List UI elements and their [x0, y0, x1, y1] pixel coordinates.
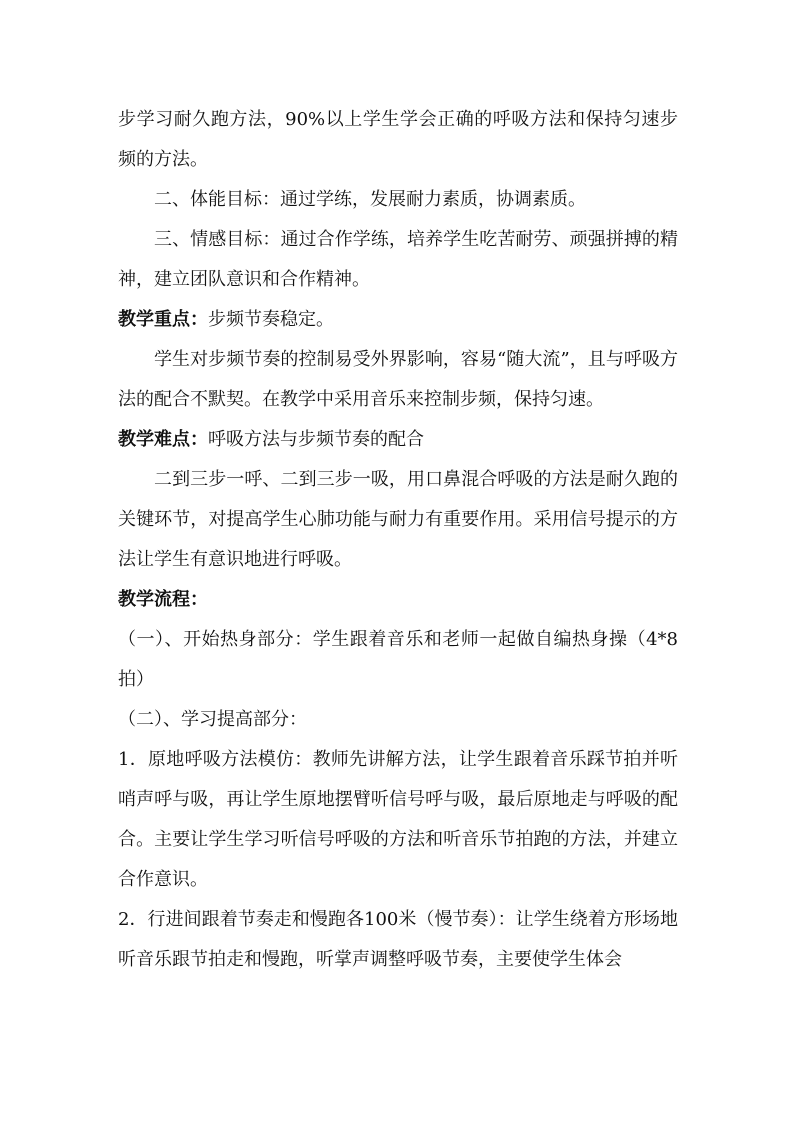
paragraph-emotional-goal: 三、情感目标：通过合作学练，培养学生吃苦耐劳、顽强拼搏的精神，建立团队意识和合作精神。 — [118, 229, 678, 290]
paragraph-warmup: （一）、开始热身部分：学生跟着音乐和老师一起做自编热身操（4*8拍） — [118, 629, 678, 690]
paragraph-fitness-goal: 二、体能目标：通过学练，发展耐力素质，协调素质。 — [154, 189, 586, 210]
paragraph-key-point-detail: 学生对步频节奏的控制易受外界影响，容易“随大流”，且与呼吸方法的配合不默契。在教学中采用音乐来控制步频，保持匀速。 — [118, 349, 678, 410]
key-point-label: 教学重点： — [118, 309, 208, 330]
paragraph-step-1: 1．原地呼吸方法模仿：教师先讲解方法，让学生跟着音乐踩节拍并听哨声呼与吸，再让学生原地摆臂听信号呼与吸，最后原地走与呼吸的配合。主要让学生学习听信号呼吸的方法和听音乐节拍跑的方法，并建立合作意识。 — [118, 749, 678, 890]
paragraph-step-2: 2．行进间跟着节奏走和慢跑各100米（慢节奏）：让学生绕着方形场地听音乐跟节拍走和慢跑，听掌声调整呼吸节奏，主要使学生体会 — [118, 909, 678, 970]
key-point-text: 步频节奏稳定。 — [208, 309, 334, 330]
difficulty-text: 呼吸方法与步频节奏的配合 — [208, 429, 424, 450]
paragraph-difficulty-detail: 二到三步一呼、二到三步一吸，用口鼻混合呼吸的方法是耐久跑的关键环节，对提高学生心肺功能与耐力有重要作用。采用信号提示的方法让学生有意识地进行呼吸。 — [118, 469, 678, 570]
paragraph-key-point — [118, 300, 678, 340]
section-heading-teaching-flow: 教学流程： — [118, 589, 208, 610]
difficulty-label: 教学难点： — [118, 429, 208, 450]
paragraph-difficulty — [118, 420, 678, 460]
paragraph-learning-part: （二）、学习提高部分： — [118, 709, 307, 730]
document-body — [118, 100, 678, 980]
paragraph-learning-goal-continued: 步学习耐久跑方法，90%以上学生学会正确的呼吸方法和保持匀速步频的方法。 — [118, 109, 678, 170]
